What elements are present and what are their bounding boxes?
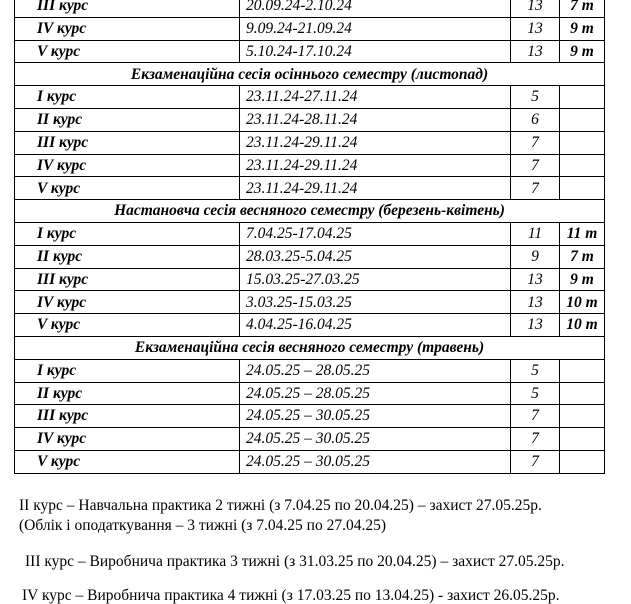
days-cell: 7 <box>511 428 560 451</box>
course-cell: ІІ курс <box>15 108 240 131</box>
table-row <box>15 428 605 451</box>
extra-cell: 10 т <box>560 314 605 337</box>
dates-cell: 24.05.25 – 30.05.25 <box>240 428 511 451</box>
days-cell: 7 <box>511 450 560 473</box>
table-row <box>15 131 605 154</box>
extra-cell <box>560 154 605 177</box>
course-cell: IV курс <box>15 291 240 314</box>
table-row <box>15 0 605 17</box>
note-course-2-practice: ІІ курс – Навчальна практика 2 тижні (з 7.04.25 по 20.04.25) – захист 27.05.25р. <box>19 497 542 514</box>
course-cell: V курс <box>15 450 240 473</box>
course-cell: ІІІ курс <box>15 405 240 428</box>
extra-cell <box>560 86 605 109</box>
section-header-row <box>15 336 605 359</box>
extra-cell <box>560 359 605 382</box>
days-cell: 13 <box>511 314 560 337</box>
dates-cell: 23.11.24-29.11.24 <box>240 154 511 177</box>
dates-cell: 23.11.24-28.11.24 <box>240 108 511 131</box>
extra-cell <box>560 450 605 473</box>
course-cell: ІІІ курс <box>15 0 240 17</box>
note-course-3-practice: ІІІ курс – Виробнича практика 3 тижні (з 31.03.25 по 20.04.25) – захист 27.05.25р. <box>25 553 565 570</box>
extra-cell: 11 т <box>560 222 605 245</box>
dates-cell: 24.05.25 – 30.05.25 <box>240 405 511 428</box>
course-cell: IV курс <box>15 154 240 177</box>
extra-cell <box>560 108 605 131</box>
dates-cell: 5.10.24-17.10.24 <box>240 40 511 63</box>
course-cell: IV курс <box>15 428 240 451</box>
days-cell: 7 <box>511 154 560 177</box>
table-row <box>15 245 605 268</box>
note-course-4-practice: IV курс – Виробнича практика 4 тижні (з 17.03.25 по 13.04.25) - захист 26.05.25р. <box>22 587 560 604</box>
course-cell: І курс <box>15 222 240 245</box>
course-cell: ІІ курс <box>15 382 240 405</box>
dates-cell: 4.04.25-16.04.25 <box>240 314 511 337</box>
dates-cell: 20.09.24-2.10.24 <box>240 0 511 17</box>
section-title: Екзаменаційна сесія осіннього семестру (листопад) <box>15 63 605 86</box>
dates-cell: 24.05.25 – 28.05.25 <box>240 382 511 405</box>
table-row <box>15 450 605 473</box>
course-cell: ІІІ курс <box>15 268 240 291</box>
dates-cell: 7.04.25-17.04.25 <box>240 222 511 245</box>
days-cell: 13 <box>511 268 560 291</box>
days-cell: 7 <box>511 405 560 428</box>
days-cell: 13 <box>511 17 560 40</box>
days-cell: 7 <box>511 177 560 200</box>
days-cell: 13 <box>511 291 560 314</box>
dates-cell: 24.05.25 – 30.05.25 <box>240 450 511 473</box>
days-cell: 13 <box>511 0 560 17</box>
table-row <box>15 359 605 382</box>
table-row <box>15 154 605 177</box>
schedule-table-body <box>15 0 605 473</box>
course-cell: І курс <box>15 86 240 109</box>
extra-cell: 9 т <box>560 40 605 63</box>
table-row <box>15 382 605 405</box>
table-row <box>15 108 605 131</box>
dates-cell: 23.11.24-27.11.24 <box>240 86 511 109</box>
dates-cell: 3.03.25-15.03.25 <box>240 291 511 314</box>
table-row <box>15 268 605 291</box>
extra-cell: 9 т <box>560 268 605 291</box>
course-cell: І курс <box>15 359 240 382</box>
section-header-row <box>15 200 605 223</box>
extra-cell: 7 т <box>560 0 605 17</box>
table-row <box>15 177 605 200</box>
section-title: Екзаменаційна сесія весняного семестру (травень) <box>15 336 605 359</box>
extra-cell <box>560 382 605 405</box>
table-row <box>15 291 605 314</box>
dates-cell: 23.11.24-29.11.24 <box>240 131 511 154</box>
table-row <box>15 405 605 428</box>
days-cell: 13 <box>511 40 560 63</box>
course-cell: V курс <box>15 177 240 200</box>
days-cell: 5 <box>511 359 560 382</box>
days-cell: 5 <box>511 382 560 405</box>
extra-cell: 10 т <box>560 291 605 314</box>
dates-cell: 9.09.24-21.09.24 <box>240 17 511 40</box>
session-schedule-table <box>14 0 605 474</box>
course-cell: IV курс <box>15 17 240 40</box>
table-row <box>15 86 605 109</box>
dates-cell: 24.05.25 – 28.05.25 <box>240 359 511 382</box>
section-title: Настановча сесія весняного семестру (березень-квітень) <box>15 200 605 223</box>
note-accounting-practice: (Облік і оподаткування – 3 тижні (з 7.04.25 по 27.04.25) <box>19 517 386 534</box>
extra-cell <box>560 405 605 428</box>
extra-cell <box>560 177 605 200</box>
course-cell: V курс <box>15 40 240 63</box>
days-cell: 9 <box>511 245 560 268</box>
extra-cell: 9 т <box>560 17 605 40</box>
course-cell: ІІ курс <box>15 245 240 268</box>
table-row <box>15 314 605 337</box>
extra-cell <box>560 428 605 451</box>
days-cell: 6 <box>511 108 560 131</box>
extra-cell <box>560 131 605 154</box>
days-cell: 5 <box>511 86 560 109</box>
dates-cell: 28.03.25-5.04.25 <box>240 245 511 268</box>
course-cell: V курс <box>15 314 240 337</box>
days-cell: 11 <box>511 222 560 245</box>
table-row <box>15 17 605 40</box>
dates-cell: 23.11.24-29.11.24 <box>240 177 511 200</box>
table-row <box>15 222 605 245</box>
days-cell: 7 <box>511 131 560 154</box>
table-row <box>15 40 605 63</box>
course-cell: ІІІ курс <box>15 131 240 154</box>
section-header-row <box>15 63 605 86</box>
extra-cell: 7 т <box>560 245 605 268</box>
dates-cell: 15.03.25-27.03.25 <box>240 268 511 291</box>
